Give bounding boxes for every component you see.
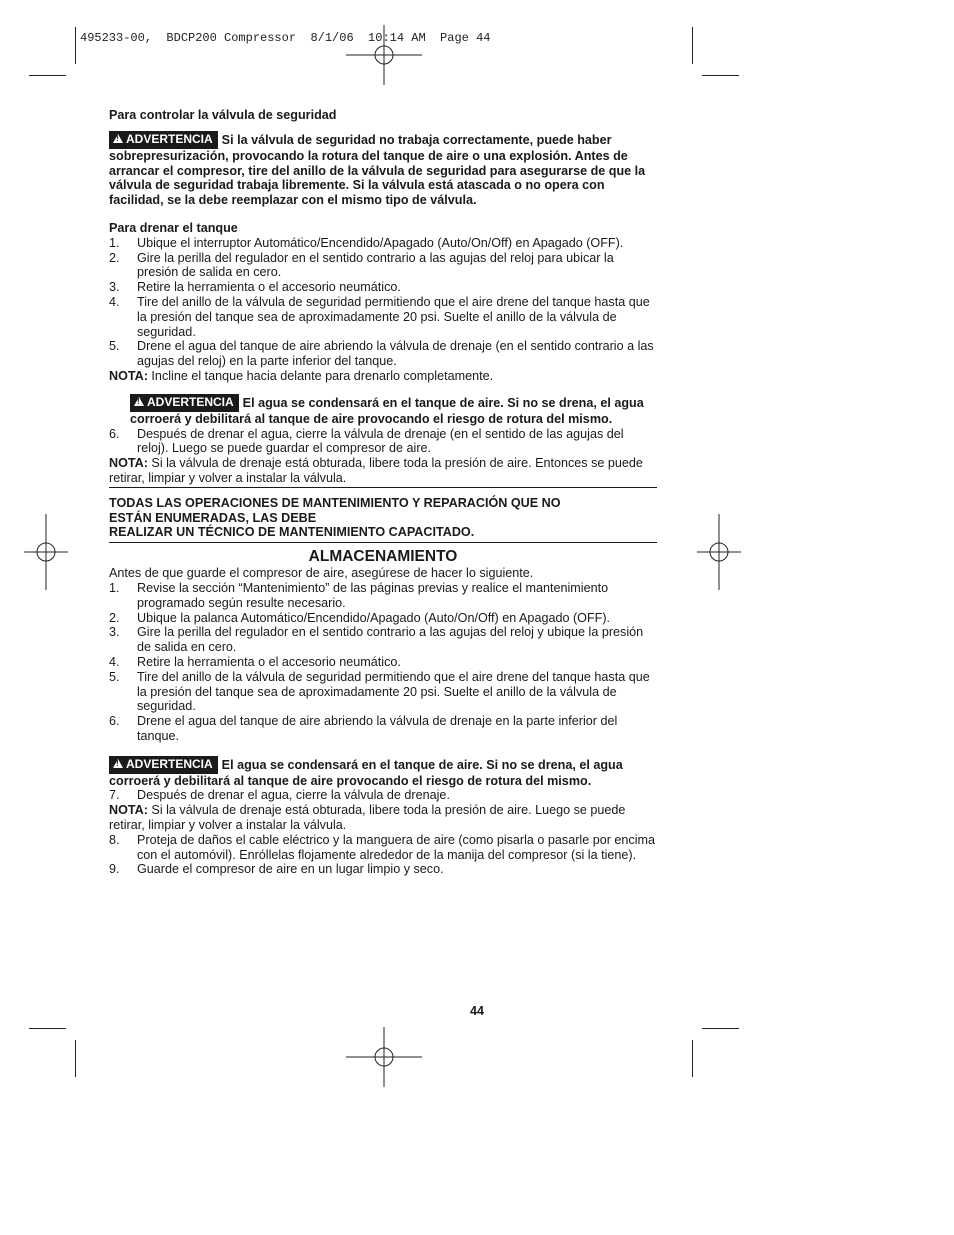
registration-mark-right bbox=[697, 514, 741, 590]
list-item: 3. Gire la perilla del regulador en el sentido contrario a las agujas del reloj y ubique la presión de salida en cero. bbox=[109, 625, 644, 655]
safety-valve-heading: Para controlar la válvula de seguridad bbox=[109, 108, 337, 122]
storage-step-7 bbox=[109, 788, 657, 803]
warning-badge: !ADVERTENCIA bbox=[109, 131, 218, 149]
warning-text: El agua se condensará en el tanque de aire. Si no se drena, el agua corroerá y debilitará al tanque de aire provocando el riesgo de rotura del mismo. bbox=[130, 395, 644, 426]
warning-badge: !ADVERTENCIA bbox=[130, 394, 239, 412]
registration-mark-top bbox=[346, 25, 422, 85]
drain-steps bbox=[109, 236, 657, 369]
divider-bottom bbox=[109, 542, 657, 543]
storage-note: NOTA: Si la válvula de drenaje está obturada, libere toda la presión de aire. Luego se puede retirar, limpiar y volver a instalar la válvula. bbox=[109, 803, 626, 833]
storage-warning bbox=[109, 756, 657, 789]
printer-slug: 495233-00, BDCP200 Compressor 8/1/06 10:14 AM Page 44 bbox=[80, 31, 491, 45]
list-item: 4. Tire del anillo de la válvula de seguridad permitiendo que el aire drene del tanque hasta que la presión del tanque sea de aproximadamente 20 psi. Suelte el anillo de la válvula de seguridad. bbox=[109, 294, 650, 339]
list-item: 7. Después de drenar el agua, cierre la válvula de drenaje. bbox=[109, 788, 450, 803]
warning-text: El agua se condensará en el tanque de aire. Si no se drena, el agua corroerá y debilitará al tanque de aire provocando el riesgo de rotura del mismo. bbox=[109, 757, 623, 788]
page-number: 44 bbox=[469, 1004, 484, 1018]
list-item: 2. Gire la perilla del regulador en el sentido contrario a las agujas del reloj para ubicar la presión de salida en cero. bbox=[109, 250, 614, 280]
storage-steps-after bbox=[109, 833, 657, 877]
list-item: 8. Proteja de daños el cable eléctrico y la manguera de aire (como pisarla o pasarle por encima con el automóvil). Enróllelas flojamente alrededor de la manija del compresor (si la tiene). bbox=[109, 832, 656, 862]
storage-intro: Antes de que guarde el compresor de aire, asegúrese de hacer lo siguiente. bbox=[109, 566, 534, 581]
list-item: 1. Revise la sección “Mantenimiento” de las páginas previas y realice el mantenimiento programado según resulte necesario. bbox=[109, 580, 609, 610]
drain-heading: Para drenar el tanque bbox=[109, 220, 238, 235]
list-item: 6. Después de drenar el agua, cierre la válvula de drenaje (en el sentido de las agujas del reloj). Luego se puede guardar el compresor de aire. bbox=[109, 426, 624, 456]
list-item: 9. Guarde el compresor de aire en un lugar limpio y seco. bbox=[109, 862, 444, 877]
list-item: 5. Tire del anillo de la válvula de seguridad permitiendo que el aire drene del tanque hasta que la presión del tanque sea de aproximadamente 20 psi. Suelte el anillo de la válvula de seguridad. bbox=[109, 669, 650, 714]
divider-top bbox=[109, 487, 657, 488]
warning-icon bbox=[113, 759, 123, 768]
drain-note-1: NOTA: Incline el tanque hacia delante para drenarlo completamente. bbox=[109, 368, 494, 383]
maintenance-notice: TODAS LAS OPERACIONES DE MANTENIMIENTO Y REPARACIÓN QUE NO ESTÁN ENUMERADAS, LAS DEBE REALIZAR UN TÉCNICO DE MANTENIMIENTO CAPACITADO. bbox=[109, 495, 561, 540]
drain-step-6 bbox=[109, 427, 657, 457]
list-item: 6. Drene el agua del tanque de aire abriendo la válvula de drenaje en la parte inferior del tanque. bbox=[109, 714, 618, 743]
storage-steps bbox=[109, 581, 657, 744]
safety-valve-warning bbox=[109, 131, 657, 208]
storage-title: ALMACENAMIENTO bbox=[308, 548, 458, 566]
warning-text: Si la válvula de seguridad no trabaja correctamente, puede haber sobrepresurización, provocando la rotura del tanque de aire o una explosión. Antes de arrancar el compresor, tire del anillo de la válvula de seguridad para asegurarse de que la válvula de seguridad trabaja libremente. Si la válvula está atascada o no opera con facilidad, se la debe reemplazar con el mismo tipo de válvula. bbox=[109, 132, 646, 208]
registration-mark-bottom bbox=[346, 1027, 422, 1087]
list-item: 4. Retire la herramienta o el accesorio neumático. bbox=[109, 654, 401, 669]
warning-icon bbox=[113, 134, 123, 143]
drain-note-2: NOTA: Si la válvula de drenaje está obturada, libere toda la presión de aire. Entonces se puede retirar, limpiar y volver a instalar la válvula. bbox=[109, 456, 643, 485]
registration-mark-left bbox=[24, 514, 68, 590]
list-item: 2. Ubique la palanca Automático/Encendido/Apagado (Auto/On/Off) en Apagado (OFF). bbox=[109, 610, 611, 625]
warning-icon bbox=[134, 397, 144, 406]
list-item: 3. Retire la herramienta o el accesorio neumático. bbox=[109, 280, 401, 295]
warning-badge: !ADVERTENCIA bbox=[109, 756, 218, 774]
page-content bbox=[109, 108, 657, 877]
list-item: 1. Ubique el interruptor Automático/Encendido/Apagado (Auto/On/Off) en Apagado (OFF). bbox=[109, 235, 624, 250]
drain-warning bbox=[109, 394, 657, 427]
list-item: 5. Drene el agua del tanque de aire abriendo la válvula de drenaje (en el sentido contrario a las agujas del reloj) en la parte inferior del tanque. bbox=[109, 339, 654, 369]
